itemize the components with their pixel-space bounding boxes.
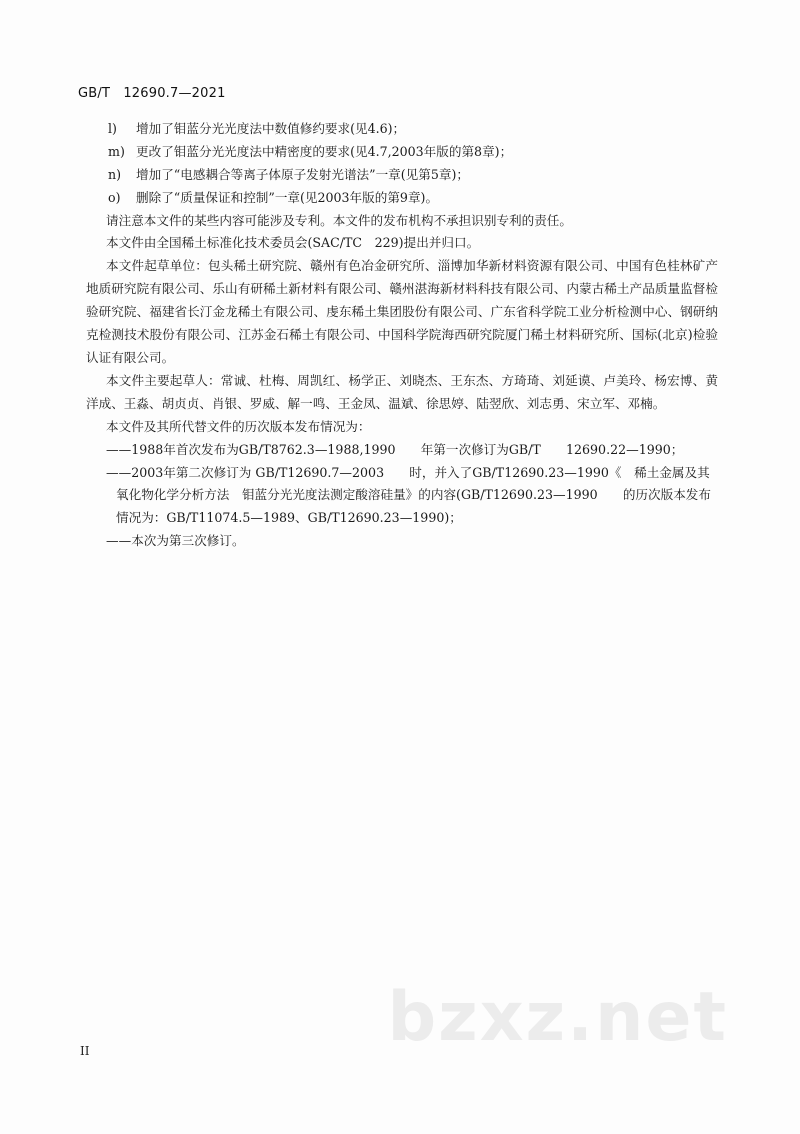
list-item	[86, 118, 718, 141]
list-item-mark: l)	[108, 121, 117, 136]
list-item-mark: n)	[108, 166, 122, 182]
list-item	[86, 187, 718, 210]
list-item	[86, 141, 718, 164]
list-item	[86, 164, 718, 187]
list-item-mark: m)	[108, 143, 125, 159]
drafters: 本文件主要起草人：常诚、杜梅、周凯红、杨学正、刘晓杰、王东杰、方琦琦、刘延谟、卢美玲、杨宏博、黄洋成、王淼、胡贞贞、肖银、罗威、解一鸣、王金凤、温斌、徐思婷、陆翌欣、刘志勇、宋立军、邓楠。	[86, 372, 718, 411]
watermark-text: bzxz.net	[387, 978, 728, 1057]
proposer-statement: 本文件由全国稀土标准化技术委员会(SAC/TC 229)提出并归口。	[106, 235, 480, 251]
history-entry: ——1988年首次发布为GB/T8762.3—1988,1990 年第一次修订为GB/T 12690.22—1990；	[106, 441, 684, 457]
standard-code-header: GB/T 12690.7—2021	[78, 86, 226, 101]
list-item-text: 更改了钼蓝分光光度法中精密度的要求(见4.7,2003年版的第8章)；	[136, 143, 513, 159]
history-entry: ——2003年第二次修订为 GB/T12690.7—2003 时，并入了GB/T12690.23—1990《 稀土金属及其氧化物化学分析方法 钼蓝分光光度法测定酸溶硅量》的内容(GB/T12690.23—1990 的历次版本发布情况为：GB/T11074.5—1989、GB/T12690.23—1990)；	[106, 464, 711, 526]
page-number: II	[80, 1044, 90, 1058]
drafting-units: 本文件起草单位：包头稀土研究院、赣州有色冶金研究所、淄博加华新材料资源有限公司、中国有色桂林矿产地质研究院有限公司、乐山有研稀土新材料有限公司、赣州湛海新材料科技有限公司、内蒙古稀土产品质量监督检验研究院、福建省长汀金龙稀土有限公司、虔东稀土集团股份有限公司、广东省科学院工业分析检测中心、钢研纳克检测技术股份有限公司、江苏金石稀土有限公司、中国科学院海西研究院厦门稀土材料研究所、国标(北京)检验认证有限公司。	[86, 258, 718, 365]
list-item-text: 删除了“质量保证和控制”一章(见2003年版的第9章)。	[136, 189, 439, 205]
list-item-text: 增加了钼蓝分光光度法中数值修约要求(见4.6)；	[136, 121, 406, 136]
history-intro: 本文件及其所代替文件的历次版本发布情况为：	[106, 418, 371, 434]
foreword-body	[86, 118, 718, 553]
list-item-mark: o)	[108, 189, 121, 205]
history-entry: ——本次为第三次修订。	[106, 533, 245, 549]
list-item-text: 增加了“电感耦合等离子体原子发射光谱法”一章(见第5章)；	[136, 166, 469, 182]
patent-notice: 请注意本文件的某些内容可能涉及专利。本文件的发布机构不承担识别专利的责任。	[106, 212, 572, 228]
